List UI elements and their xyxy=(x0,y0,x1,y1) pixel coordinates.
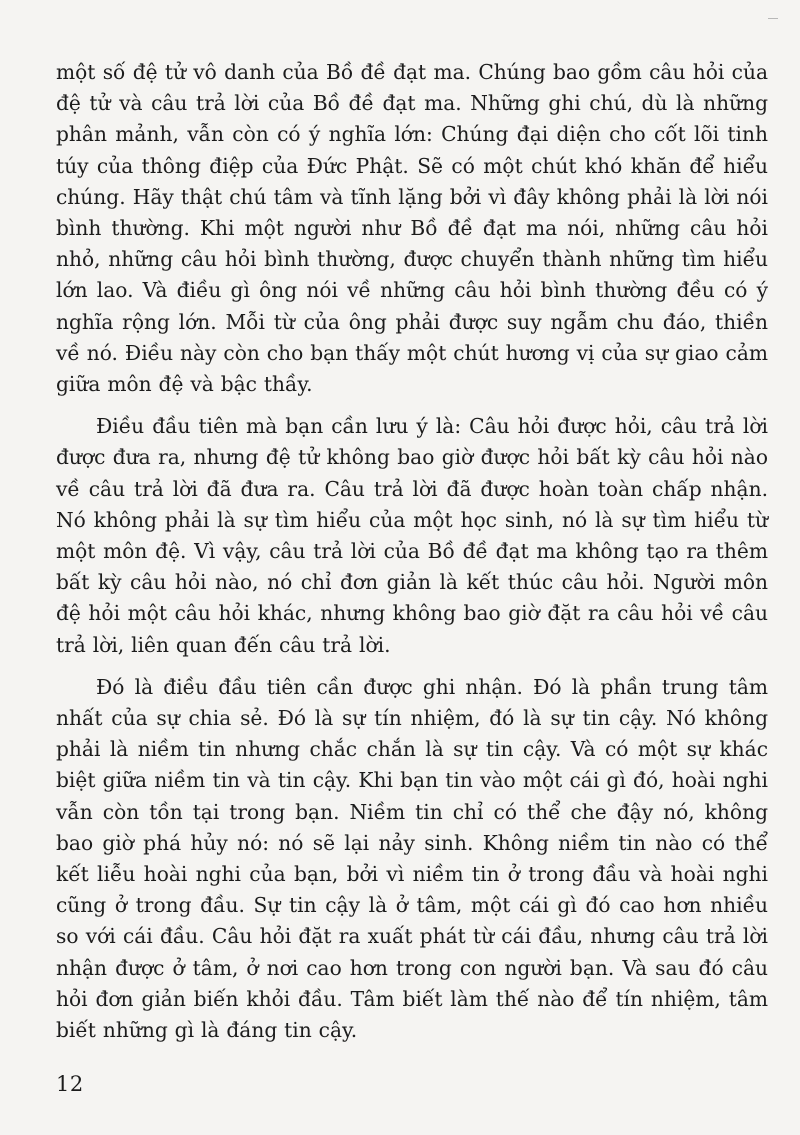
corner-mark xyxy=(768,18,778,19)
page-number: 12 xyxy=(56,1072,84,1096)
paragraph-2: Điều đầu tiên mà bạn cần lưu ý là: Câu hỏi được hỏi, câu trả lời được đưa ra, nhưng đệ tử không bao giờ được hỏi bất kỳ câu hỏi nào về câu trả lời đã đưa ra. Câu trả lời đã được hoàn toàn chấp nhận. Nó không phải là sự tìm hiểu của một học sinh, nó là sự tìm hiểu từ một môn đệ. Vì vậy, câu trả lời của Bồ đề đạt ma không tạo ra thêm bất kỳ câu hỏi nào, nó chỉ đơn giản là kết thúc câu hỏi. Người môn đệ hỏi một câu hỏi khác, nhưng không bao giờ đặt ra câu hỏi về câu trả lời, liên quan đến câu trả lời. xyxy=(56,414,768,657)
paragraph-3: Đó là điều đầu tiên cần được ghi nhận. Đó là phần trung tâm nhất của sự chia sẻ. Đó là sự tín nhiệm, đó là sự tin cậy. Nó không phải là niềm tin nhưng chắc chắn là sự tin cậy. Và có một sự khác biệt giữa niềm tin và tin cậy. Khi bạn tin vào một cái gì đó, hoài nghi vẫn còn tồn tại trong bạn. Niềm tin chỉ có thể che đậy nó, không bao giờ phá hủy nó: nó sẽ lại nảy sinh. Không niềm tin nào có thể kết liễu hoài nghi của bạn, bởi vì niềm tin ở trong đầu và hoài nghi cũng ở trong đầu. Sự tin cậy là ở tâm, một cái gì đó cao hơn nhiều so với cái đầu. Câu hỏi đặt ra xuất phát từ cái đầu, nhưng câu trả lời nhận được ở tâm, ở nơi cao hơn trong con người bạn. Và sau đó câu hỏi đơn giản biến khỏi đầu. Tâm biết làm thế nào để tín nhiệm, tâm biết những gì là đáng tin cậy. xyxy=(56,674,768,1043)
body-text xyxy=(56,57,768,1046)
paragraph-1: một số đệ tử vô danh của Bồ đề đạt ma. Chúng bao gồm câu hỏi của đệ tử và câu trả lời của Bồ đề đạt ma. Những ghi chú, dù là những phân mảnh, vẫn còn có ý nghĩa lớn: Chúng đại diện cho cốt lõi tinh túy của thông điệp của Đức Phật. Sẽ có một chút khó khăn để hiểu chúng. Hãy thật chú tâm và tĩnh lặng bởi vì đây không phải là lời nói bình thường. Khi một người như Bồ đề đạt ma nói, những câu hỏi nhỏ, những câu hỏi bình thường, được chuyển thành những tìm hiểu lớn lao. Và điều gì ông nói về những câu hỏi bình thường đều có ý nghĩa rộng lớn. Mỗi từ của ông phải được suy ngẫm chu đáo, thiền về nó. Điều này còn cho bạn thấy một chút hương vị của sự giao cảm giữa môn đệ và bậc thầy. xyxy=(56,60,768,397)
